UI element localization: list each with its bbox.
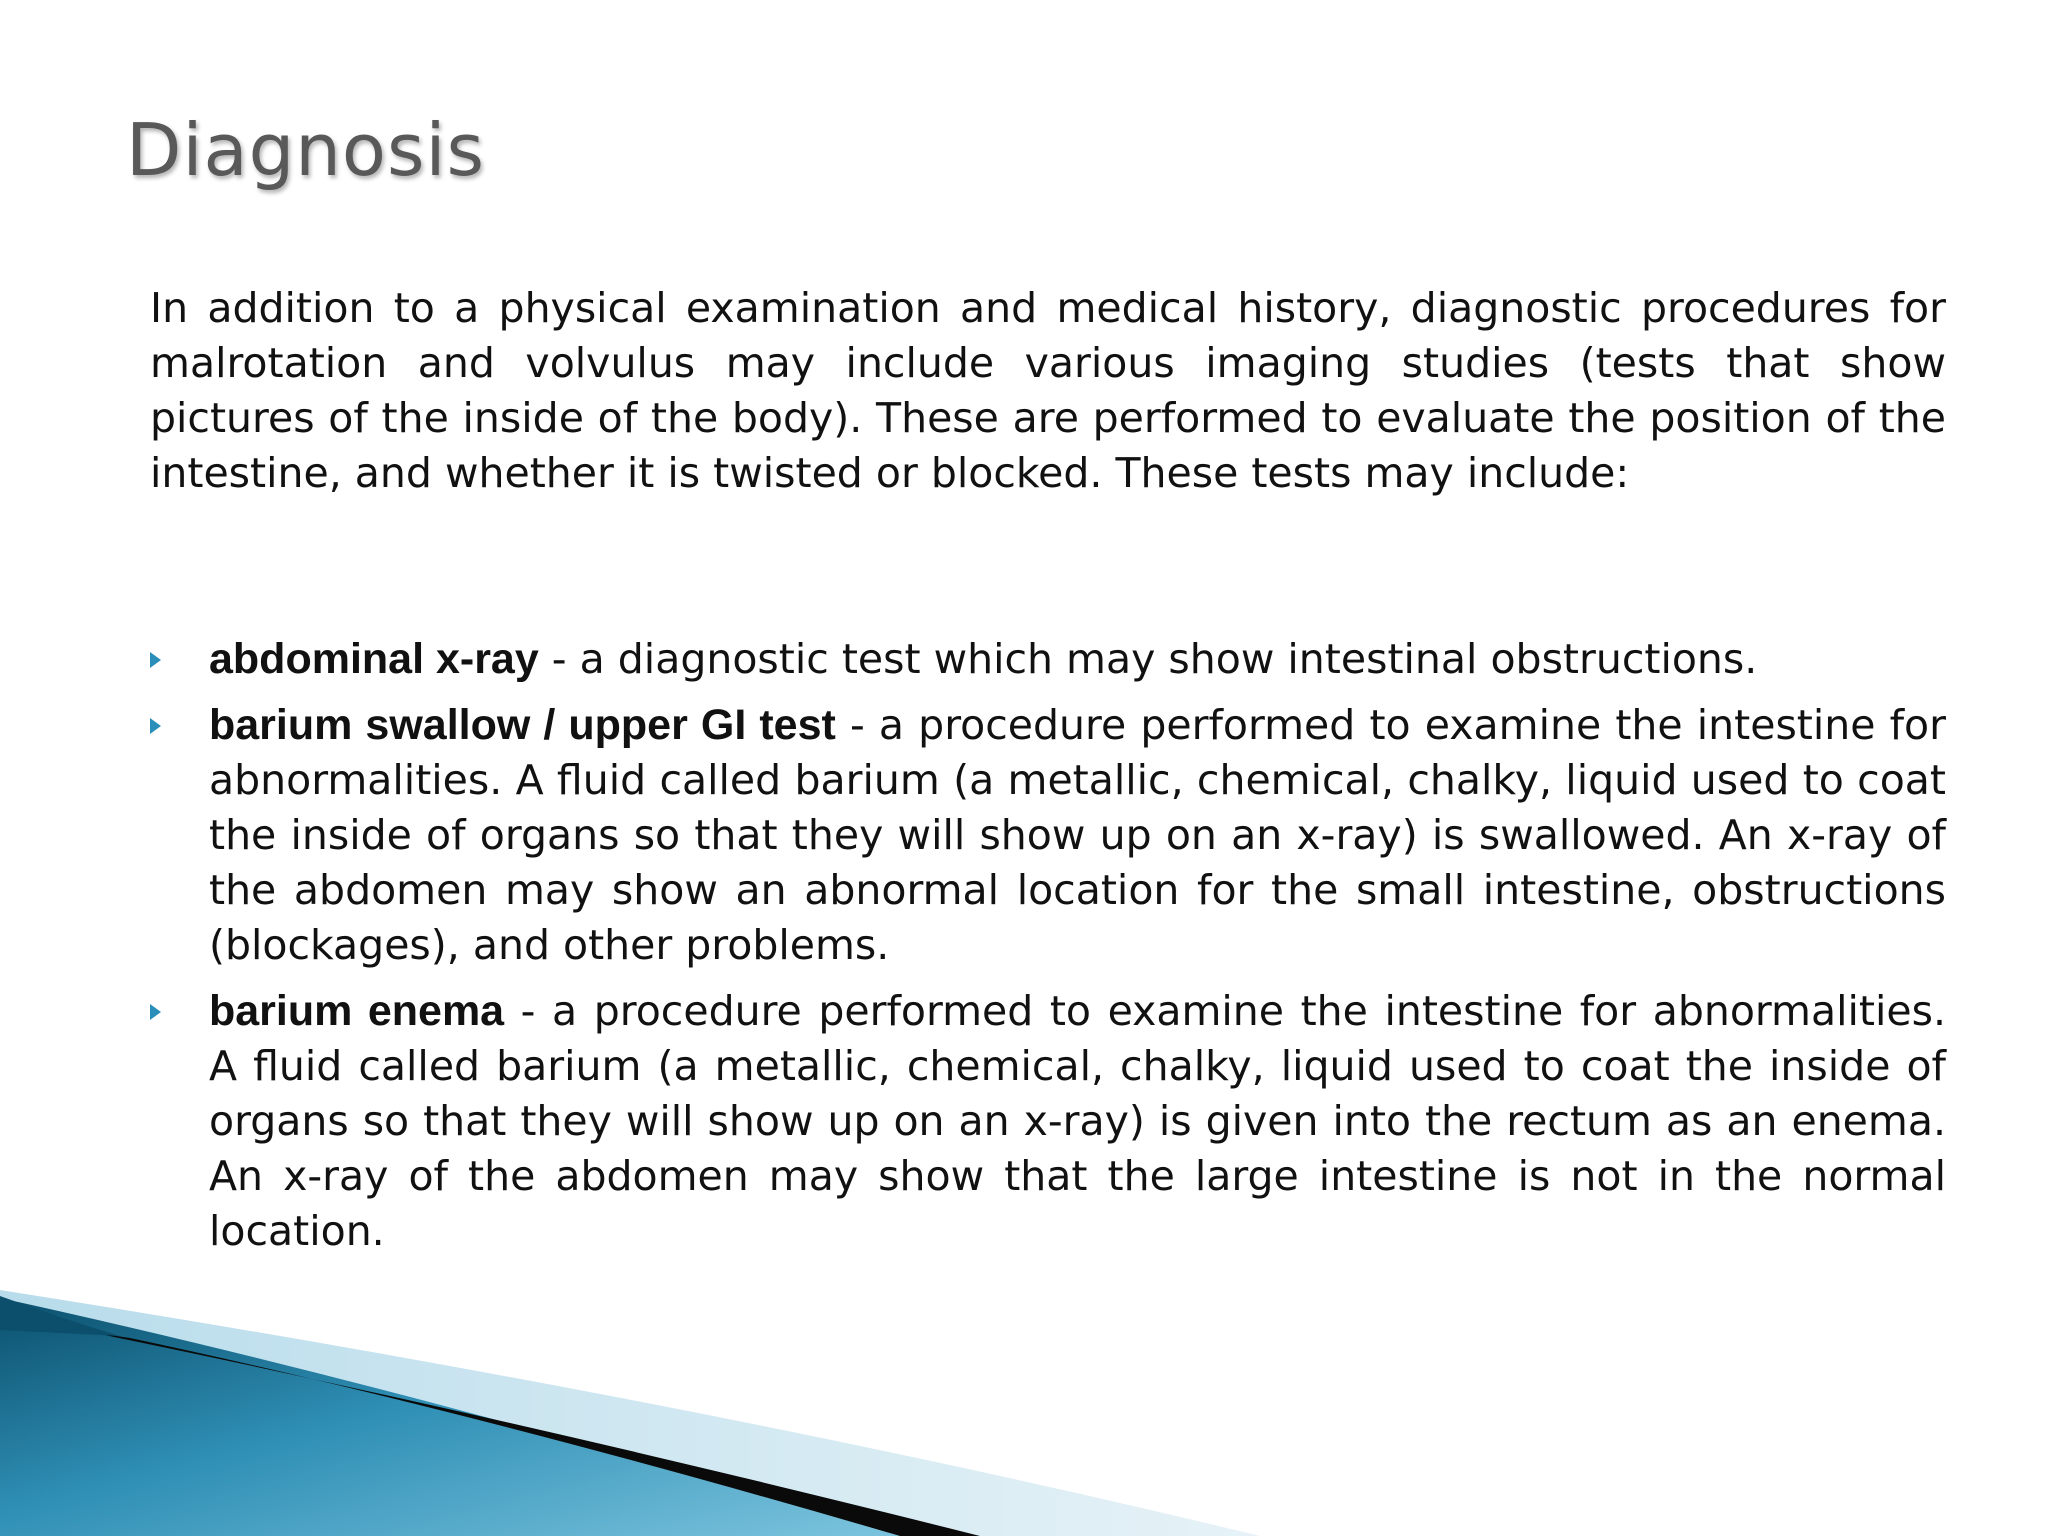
triangle-bullet-icon <box>150 652 161 668</box>
bullet-term: abdominal x-ray <box>209 635 539 683</box>
slide-title: Diagnosis <box>126 108 485 192</box>
triangle-bullet-icon <box>150 718 161 734</box>
bullet-item-barium-swallow <box>150 698 1946 973</box>
pale-wave-shape <box>0 1290 1260 1536</box>
bullet-item-abdominal-xray <box>150 632 1946 687</box>
triangle-bullet-icon <box>150 1004 161 1020</box>
blue-wave-shape <box>0 1298 900 1536</box>
bullet-text: - a procedure performed to examine the intestine for abnormalities. A fluid called barium (a metallic, chemical, chalky, liquid used to coat the inside of organs so that they will show up on an x-ray) is swallowed. An x-ray of the abdomen may show an abnormal location for the small intestine, obstructions (blockages), and other problems. <box>209 701 1947 969</box>
black-wave-stripe <box>90 1332 980 1536</box>
dark-wave-edge <box>0 1296 120 1336</box>
bullet-term: barium swallow / upper GI test <box>209 701 836 749</box>
intro-paragraph: In addition to a physical examination and medical history, diagnostic procedures for malrotation and volvulus may include various imaging studies (tests that show pictures of the inside of the body). These are performed to evaluate the position of the intestine, and whether it is twisted or blocked. These tests may include: <box>150 284 1946 497</box>
bullet-list <box>150 632 1946 1270</box>
bullet-text: - a diagnostic test which may show intestinal obstructions. <box>538 635 1758 683</box>
bullet-item-barium-enema <box>150 984 1946 1259</box>
bullet-term: barium enema <box>209 987 505 1035</box>
bullet-text: - a procedure performed to examine the intestine for abnormalities. A fluid called barium (a metallic, chemical, chalky, liquid used to coat the inside of organs so that they will show up on an x-ray) is given into the rectum as an enema. An x-ray of the abdomen may show that the large intestine is not in the normal location. <box>209 987 1946 1255</box>
